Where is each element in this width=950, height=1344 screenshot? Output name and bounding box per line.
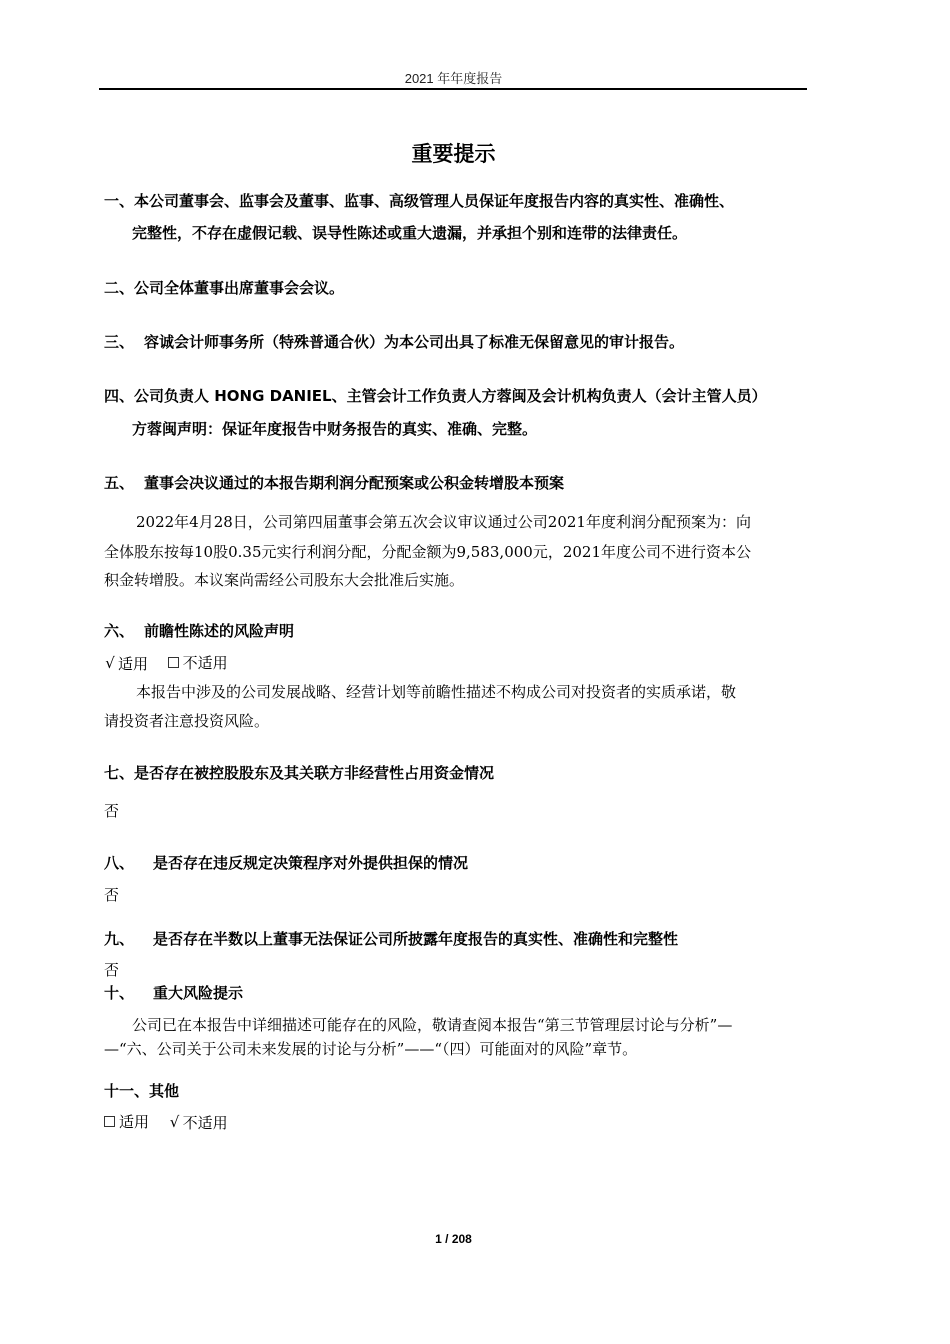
section-5-heading: 董事会决议通过的本报告期利润分配预案或公积金转增股本预案 — [144, 474, 565, 492]
applicable-label: 适用 — [118, 654, 149, 673]
empty-checkbox-icon — [104, 1116, 115, 1127]
section-1-line-2: 完整性，不存在虚假记载、误导性陈述或重大遗漏，并承担个别和连带的法律责任。 — [132, 224, 688, 242]
section-6-paragraph-line: 本报告中涉及的公司发展战略、经营计划等前瞻性描述不构成公司对投资者的实质承诺，敬 — [136, 683, 737, 701]
section-9-heading: 是否存在半数以上董事无法保证公司所披露年度报告的真实性、准确性和完整性 — [153, 930, 679, 948]
section-10-paragraph-line: 公司已在本报告中详细描述可能存在的风险，敬请查阅本报告“第三节管理层讨论与分析”— — [132, 1016, 733, 1034]
section-3-number: 三、 — [104, 333, 135, 351]
section-11-heading: 十一、其他 — [104, 1082, 180, 1100]
section-6-paragraph-line: 请投资者注意投资风险。 — [104, 712, 270, 730]
section-10-paragraph-line: —“六、公司关于公司未来发展的讨论与分析”——“（四）可能面对的风险”章节。 — [104, 1040, 638, 1058]
section-6-heading: 前瞻性陈述的风险声明 — [144, 622, 295, 640]
not-applicable-option — [168, 652, 228, 673]
section-5-number: 五、 — [104, 474, 135, 492]
running-header: 2021 年年度报告 — [404, 71, 503, 86]
not-applicable-option-checked — [169, 1112, 228, 1133]
section-5-paragraph-line: 全体股东按每10股0.35元实行利润分配，分配金额为9,583,000元，2021年度公司不进行资本公 — [104, 543, 752, 561]
section-8-number: 八、 — [104, 854, 135, 872]
applicable-label: 适用 — [119, 1113, 150, 1131]
section-5-paragraph-line: 积金转增股。本议案尚需经公司股东大会批准后实施。 — [104, 571, 465, 589]
section-6-options — [104, 652, 228, 674]
section-4-line-1: 四、公司负责人 HONG DANIEL、主管会计工作负责人方蓉闽及会计机构负责人（会计主管人员） — [104, 387, 767, 405]
section-10-number: 十、 — [104, 984, 135, 1002]
check-mark-icon: √ — [169, 1113, 180, 1131]
section-5-paragraph-line: 2022年4月28日，公司第四届董事会第五次会议审议通过公司2021年度利润分配预案为：向 — [136, 513, 751, 531]
section-1-line-1: 一、本公司董事会、监事会及董事、监事、高级管理人员保证年度报告内容的真实性、准确性、 — [104, 192, 735, 210]
section-8-answer: 否 — [104, 886, 120, 904]
section-2-heading: 二、公司全体董事出席董事会会议。 — [104, 279, 345, 297]
not-applicable-label: 不适用 — [182, 1113, 228, 1132]
not-applicable-label: 不适用 — [182, 654, 228, 672]
header-rule — [99, 88, 807, 90]
section-6-number: 六、 — [104, 622, 135, 640]
empty-checkbox-icon — [168, 657, 179, 668]
section-4-line-2: 方蓉闽声明：保证年度报告中财务报告的真实、准确、完整。 — [132, 420, 538, 438]
page-number: 1 / 208 — [435, 1232, 472, 1246]
section-9-number: 九、 — [104, 930, 135, 948]
applicable-option — [104, 1111, 149, 1132]
section-10-heading: 重大风险提示 — [153, 984, 244, 1002]
section-7-answer: 否 — [104, 802, 120, 820]
page-title: 重要提示 — [411, 142, 496, 166]
section-7-heading: 七、是否存在被控股股东及其关联方非经营性占用资金情况 — [104, 764, 495, 782]
section-8-heading: 是否存在违反规定决策程序对外提供担保的情况 — [153, 854, 469, 872]
applicable-option-checked — [104, 653, 148, 674]
section-9-answer: 否 — [104, 961, 120, 979]
section-3-heading: 容诚会计师事务所（特殊普通合伙）为本公司出具了标准无保留意见的审计报告。 — [144, 333, 685, 351]
section-11-options — [104, 1111, 228, 1133]
check-mark-icon: √ — [105, 654, 115, 672]
